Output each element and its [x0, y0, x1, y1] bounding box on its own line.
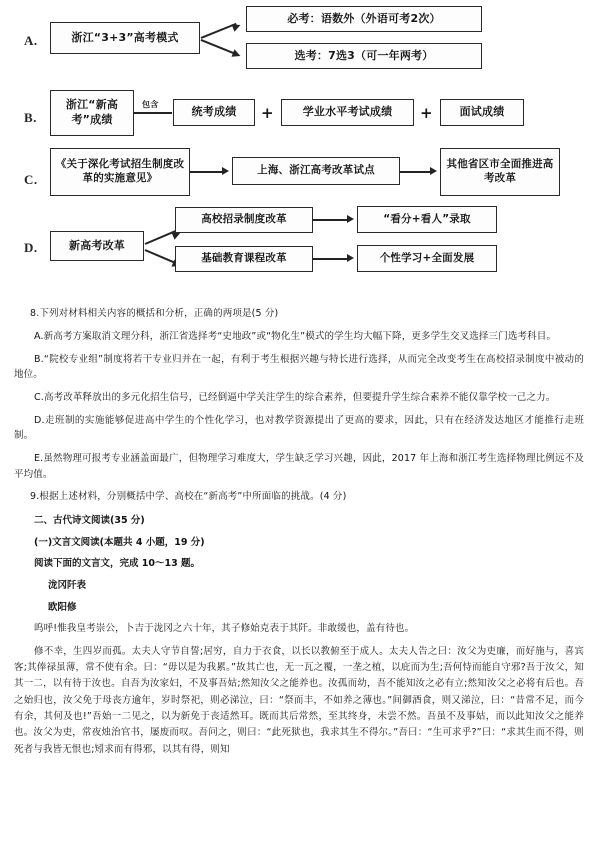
- diagram-arrowhead-c-2: [430, 167, 437, 175]
- question-8-stem: 8.下列对材料相关内容的概括和分析，正确的两项是(5 分): [30, 308, 279, 319]
- article-title: 泷冈阡表: [48, 579, 87, 591]
- diagram-arrowhead-d-2: [347, 254, 354, 262]
- diagram-box-d-branch-2-end: 个性学习+全面发展: [357, 245, 497, 272]
- diagram-plus-1: +: [261, 104, 274, 122]
- diagram-arrowhead-c-1: [222, 167, 229, 175]
- article-author: 欧阳修: [48, 601, 77, 613]
- diagram-box-a-required: 必考：语数外（外语可考2次）: [246, 6, 482, 32]
- diagram-box-b-source: 浙江“新高考”成绩: [50, 90, 134, 136]
- diagram-connector-c-2: [400, 171, 432, 173]
- diagram-arrowhead-d-1: [347, 215, 354, 223]
- article-paragraph-2: 修不幸，生四岁而孤。太夫人守节自誓;居穷，自力于衣食，以长以教俯至于成人。太夫人告之曰：汝父为吏廉，而好施与，喜宾客;其俸禄虽薄，常不使有余。曰：“毋以是为我累。”故其亡也，无一瓦之覆，一垄之植，以庇而为生;吾何恃而能自守邪?吾于汝父，知其一二，以有待于汝也。自吾为汝家妇，不及事吾姑;然知汝父之能养也。汝孤而幼，吾不能知汝之必有立;然知汝父之必将有后也。吾之始归也，汝父免于母丧方逾年，岁时祭祀，则必涕泣，曰：“祭而丰，不如养之薄也。”间御酒食，则又涕泣，曰：“昔常不足，而今有余，其何及也!”吾始一二见之，以为新免于丧适然耳。既而其后常然，至其终身，未尝不然。吾虽不及事姑，而以此知汝父之能养也。汝父为吏，常夜烛治官书，屡废而叹。吾问之，则曰：“此死狱也，我求其生不得尔。”吾曰：“生可求乎?”曰：“求其生而不得，则死者与我皆无恨也;矧求而有得邪，以其有得，则知: [14, 645, 584, 755]
- diagram-box-a-elective: 选考：7选3（可一年两考）: [246, 43, 482, 69]
- diagram-row-label-d: D.: [24, 240, 38, 255]
- question-8-option-b: B.“院校专业组”制度将若干专业归并在一起，有利于考生根据兴趣与特长进行选择，从而完全改变考生在高校招录制度中被动的地位。: [14, 353, 584, 381]
- article-paragraph-1: 呜呼!惟我皇考崇公，卜吉于泷冈之六十年，其子修始克表于其阡。非敢缓也，盖有待也。: [34, 622, 415, 634]
- diagram-arrow-a-bottom-line: [201, 39, 237, 55]
- question-8-option-e: E.虽然物理可报考专业涵盖面最广，但物理学习难度大，学生缺乏学习兴趣，因此，2017 年上海和浙江考生选择物理比例远不及平均值。: [14, 453, 584, 480]
- diagram-row-label-c: C.: [24, 172, 38, 187]
- diagram-box-d-branch-1-mid: 高校招录制度改革: [175, 207, 313, 233]
- diagram-connector-d-1: [313, 219, 349, 221]
- diagram-box-c-stage-2: 上海、浙江高考改革试点: [232, 157, 400, 185]
- diagram-arrow-d-bottom-line: [145, 249, 177, 264]
- section-2-instruction: 阅读下面的文言文，完成 10～13 题。: [34, 558, 201, 570]
- diagram-plus-2: +: [420, 104, 433, 122]
- question-8-option-c: C.高考改革释放出的多元化招生信号，已经倒逼中学关注学生的综合素养，但要提升学生综合素养不能仅靠学校一己之力。: [34, 392, 556, 403]
- diagram-box-b-term-3: 面试成绩: [440, 99, 524, 126]
- diagram-connector-c-1: [190, 171, 224, 173]
- diagram-box-c-stage-1: 《关于深化考试招生制度改革的实施意见》: [50, 148, 190, 196]
- question-9-stem: 9.根据上述材料，分别概括中学、高校在“新高考”中所面临的挑战。(4 分): [30, 491, 347, 503]
- exam-reform-flow-diagram: [0, 0, 600, 300]
- question-8-option-a: A.新高考方案取消文理分科，浙江省选择考“史地政”或“物化生”模式的学生均大幅下降，更多学生交叉选择三门选考科目。: [34, 330, 557, 342]
- diagram-box-d-branch-1-end: “看分+看人”录取: [357, 206, 497, 233]
- diagram-arrow-a-bottom-head: [232, 49, 242, 59]
- diagram-box-b-term-1: 统考成绩: [173, 99, 255, 126]
- section-2-heading: 二、古代诗文阅读(35 分): [34, 515, 145, 527]
- diagram-box-a-source: 浙江“3+3”高考模式: [50, 22, 200, 54]
- section-2-subheading: (一)文言文阅读(本题共 4 小题，19 分): [34, 536, 205, 548]
- diagram-row-label-a: A.: [24, 33, 38, 48]
- diagram-box-d-branch-2-mid: 基础教育课程改革: [175, 246, 313, 272]
- diagram-box-c-stage-3: 其他省区市全面推进高考改革: [440, 148, 560, 196]
- diagram-box-b-term-2: 学业水平考试成绩: [281, 99, 414, 126]
- exam-paper-body: [0, 306, 600, 758]
- question-8-option-d: D.走班制的实施能够促进高中学生的个性化学习，也对教学资源提出了更高的要求，因此，只有在经济发达地区才能推行走班制。: [14, 414, 584, 442]
- diagram-arrow-a-top-head: [232, 21, 242, 31]
- diagram-connector-label-includes: 包含: [142, 100, 159, 109]
- diagram-connector-b: [134, 112, 172, 114]
- diagram-row-label-b: B.: [24, 110, 37, 125]
- diagram-connector-d-2: [313, 258, 349, 260]
- diagram-box-d-source: 新高考改革: [50, 231, 144, 261]
